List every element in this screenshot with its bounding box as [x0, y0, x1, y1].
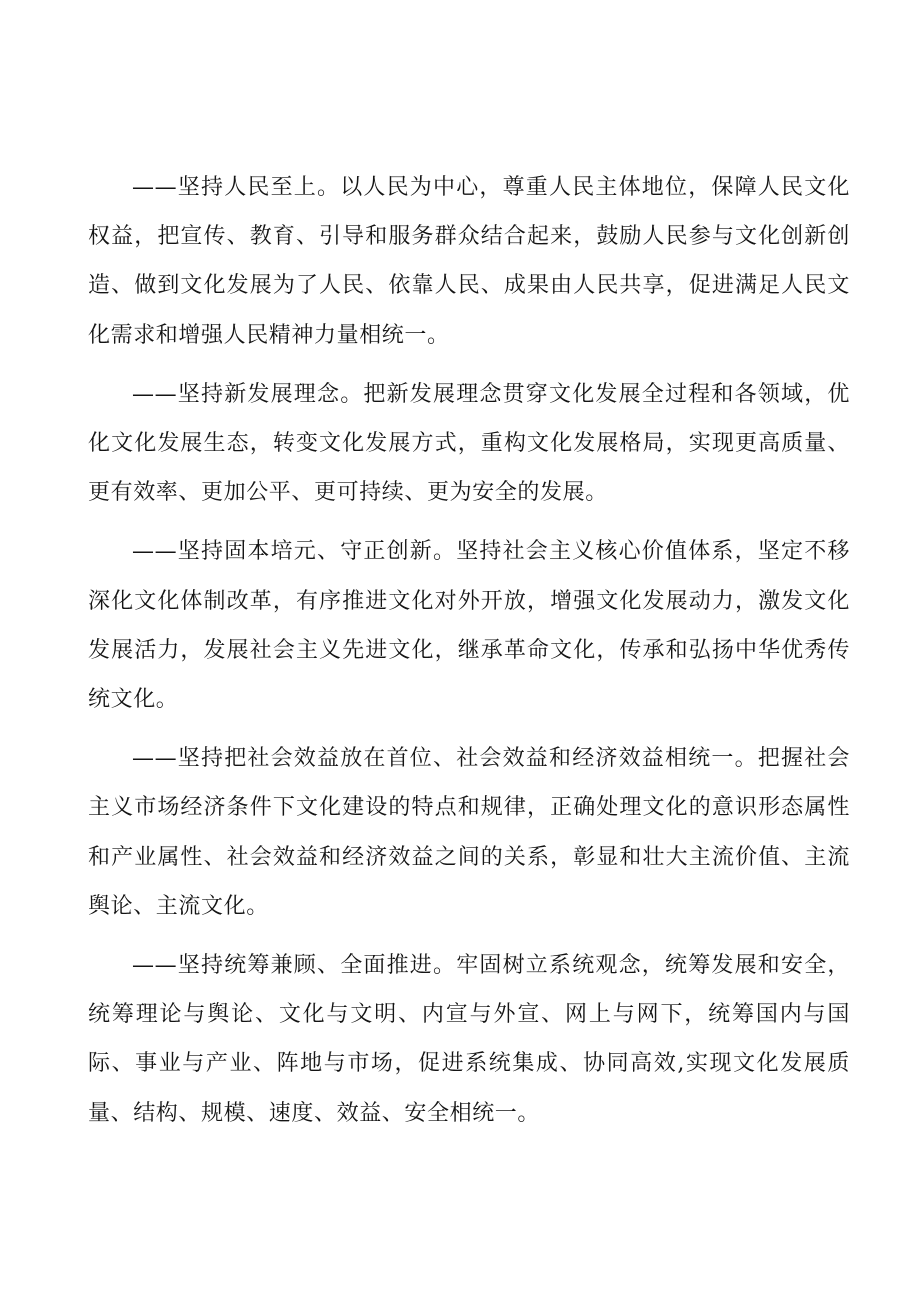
- paragraph-social-benefit: ——坚持把社会效益放在首位、社会效益和经济效益相统一。把握社会主义市场经济条件下文化建设的特点和规律，正确处理文化的意识形态属性和产业属性、社会效益和经济效益之间的关系，彰显和壮大主流价值、主流舆论、主流文化。: [88, 746, 850, 919]
- paragraph-new-development-concept: ——坚持新发展理念。把新发展理念贯穿文化发展全过程和各领域，优化文化发展生态，转变文化发展方式，重构文化发展格局，实现更高质量、更有效率、更加公平、更可持续、更为安全的发展。: [88, 381, 850, 506]
- document-body: [88, 163, 850, 1148]
- paragraph-overall-planning: ——坚持统筹兼顾、全面推进。牢固树立系统观念，统筹发展和安全，统筹理论与舆论、文化与文明、内宣与外宣、网上与网下，统筹国内与国际、事业与产业、阵地与市场，促进系统集成、协同高效,实现文化发展质量、结构、规模、速度、效益、安全相统一。: [88, 953, 850, 1126]
- paragraph-people-first: ——坚持人民至上。以人民为中心，尊重人民主体地位，保障人民文化权益，把宣传、教育、引导和服务群众结合起来，鼓励人民参与文化创新创造、做到文化发展为了人民、依靠人民、成果由人民共享，促进满足人民文化需求和增强人民精神力量相统一。: [88, 175, 850, 348]
- paragraph-innovation: ——坚持固本培元、守正创新。坚持社会主义核心价值体系，坚定不移深化文化体制改革，有序推进文化对外开放，增强文化发展动力，激发文化发展活力，发展社会主义先进文化，继承革命文化，传承和弘扬中华优秀传统文化。: [88, 539, 850, 713]
